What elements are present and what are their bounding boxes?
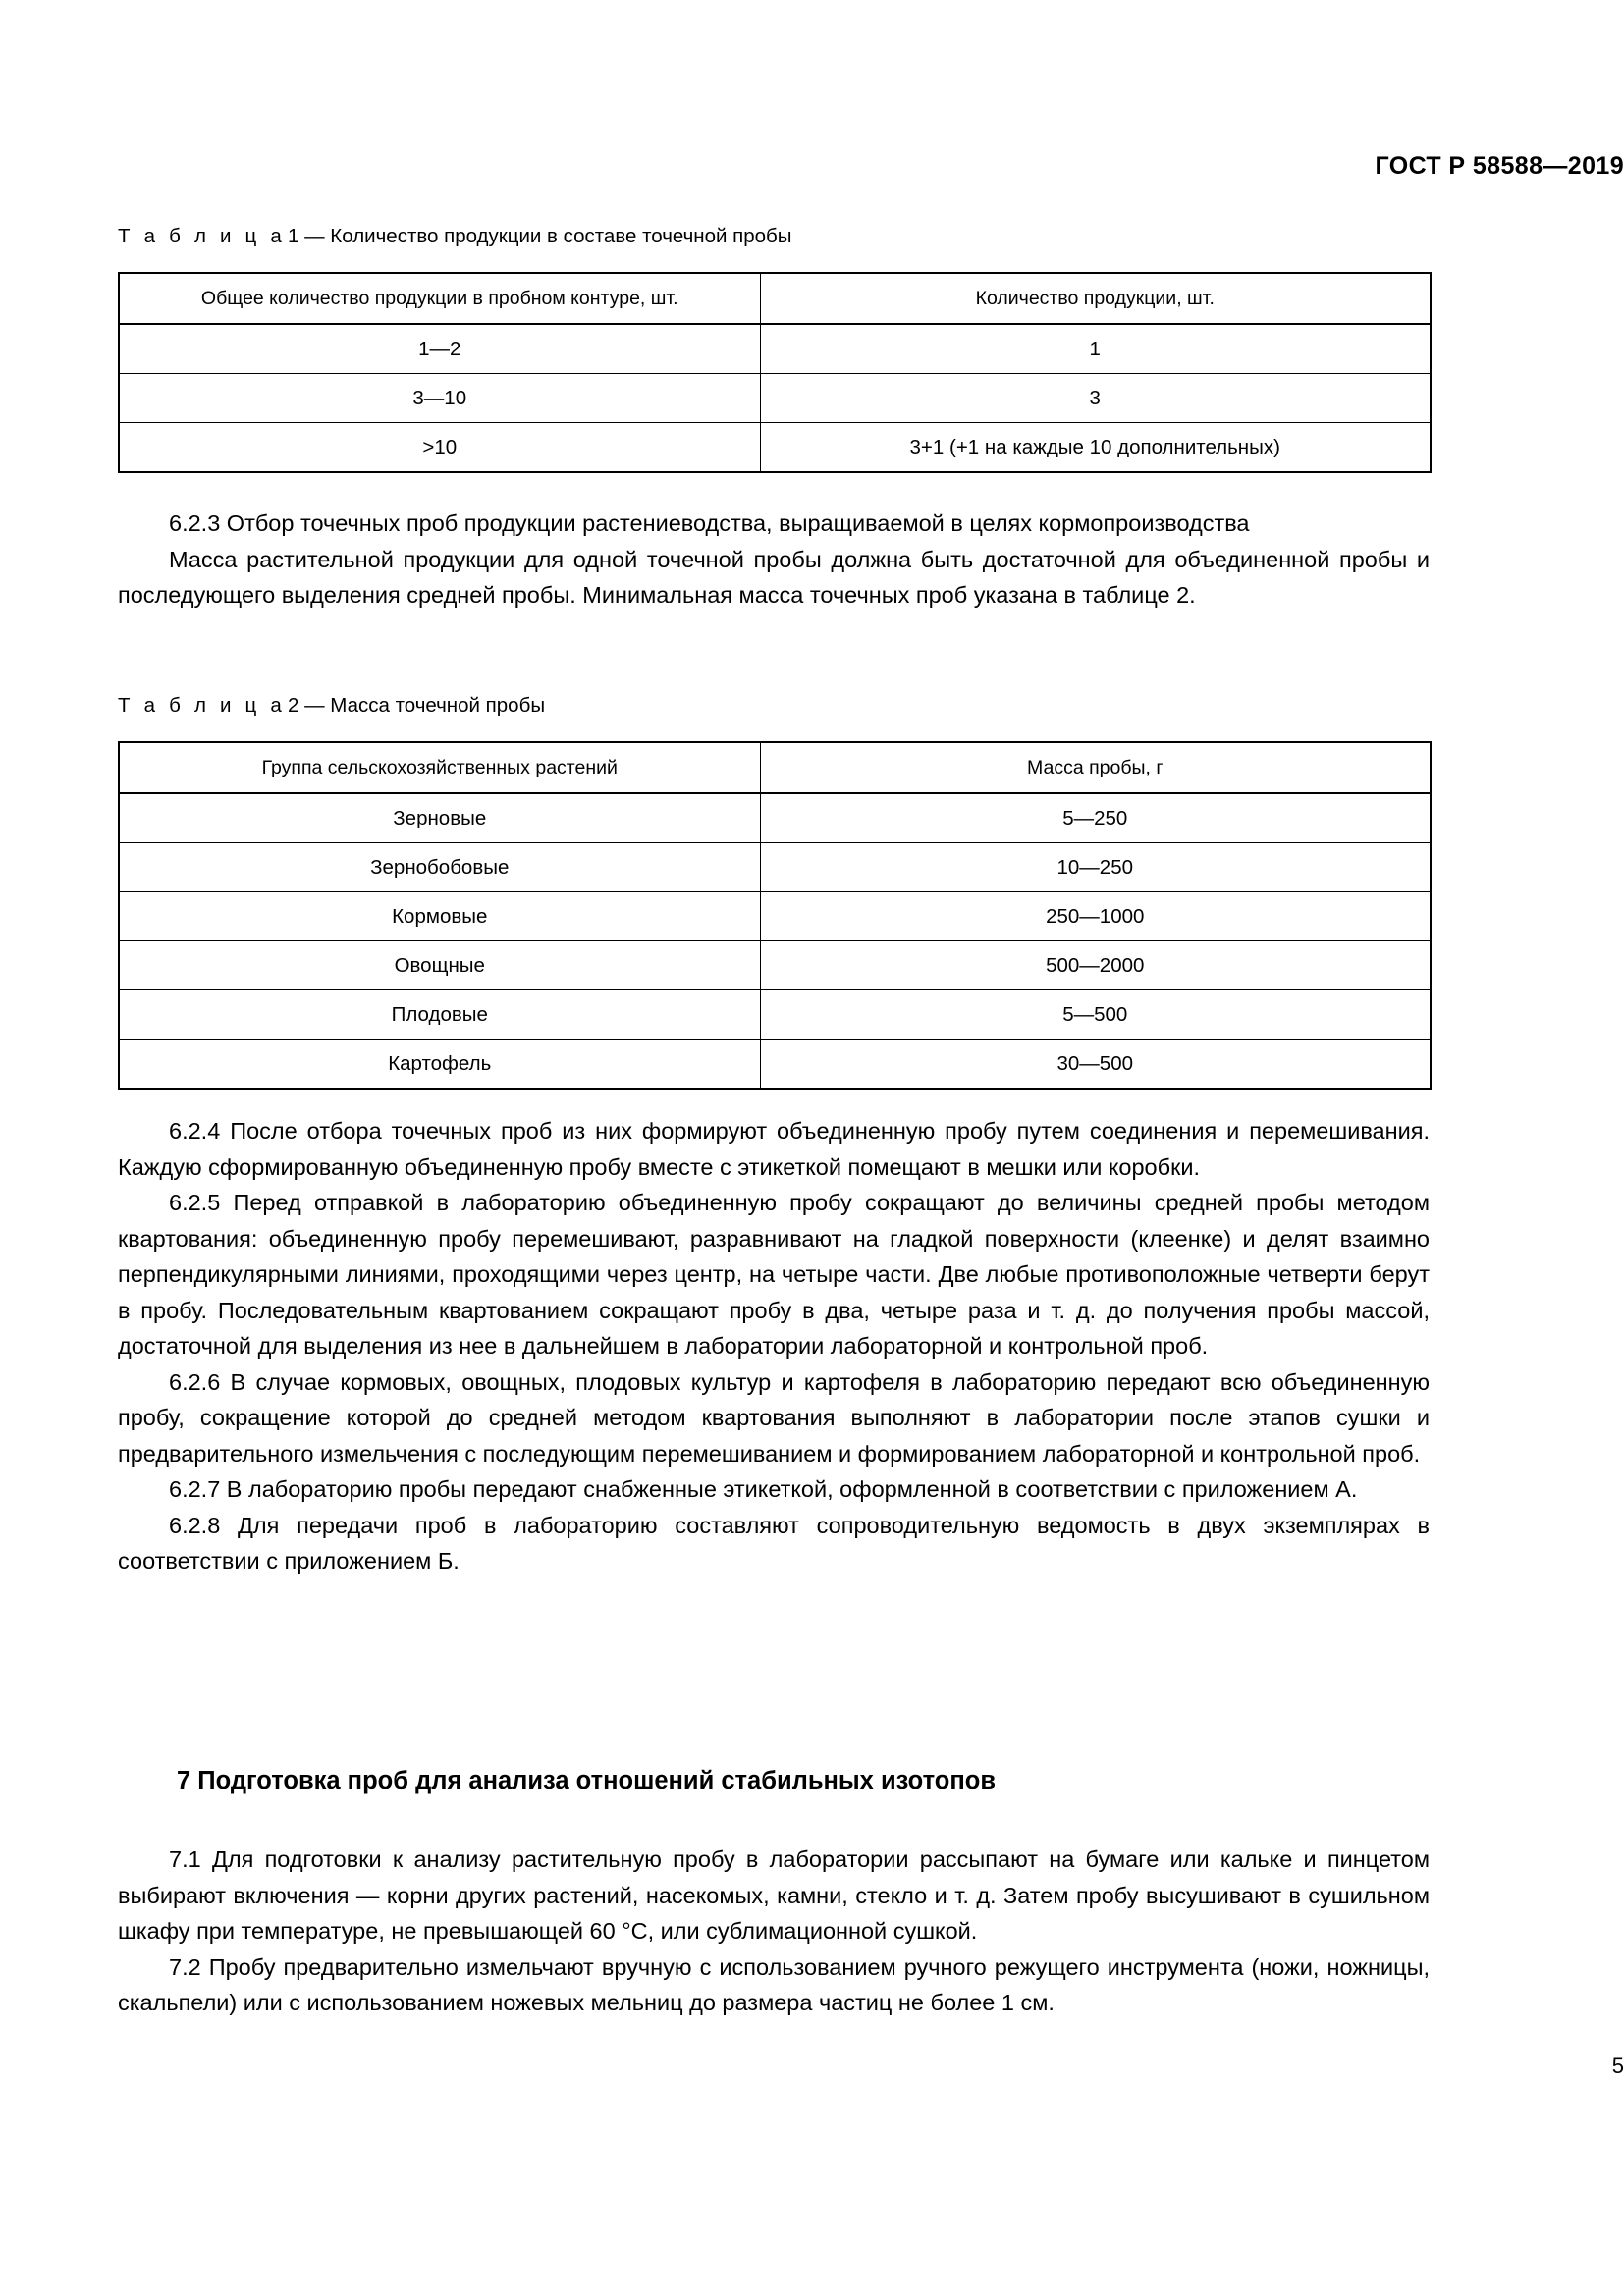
table-row [119, 324, 1431, 374]
table2-caption [118, 693, 1430, 719]
table-row [119, 374, 1431, 423]
paragraph-6-2-4: 6.2.4 После отбора точечных проб из них формируют объединенную пробу путем соединения и перемешивания. Каждую сформированную объединенную пробу вместе с этикеткой помещают в мешки или коробки. [118, 1118, 1430, 1180]
table2 [118, 741, 1432, 1090]
table2-cell-1-0: Зернобобовые [119, 843, 760, 892]
table1-col-header-1: Количество продукции, шт. [760, 273, 1431, 324]
section-7-heading: 7 Подготовка проб для анализа отношений стабильных изотопов [177, 1767, 996, 1794]
table1-cell-2-1: 3+1 (+1 на каждые 10 дополнительных) [760, 423, 1431, 473]
table2-col-header-1: Масса пробы, г [760, 742, 1431, 793]
paragraph-6-2-3: 6.2.3 Отбор точечных проб продукции растениеводства, выращиваемой в целях кормопроизводства [169, 510, 1250, 536]
table-row [119, 1040, 1431, 1090]
table2-caption-label: Т а б л и ц а [118, 694, 286, 717]
paragraph-7-2: 7.2 Пробу предварительно измельчают вручную с использованием ручного режущего инструмента (ножи, ножницы, скальпели) или с использованием ножевых мельниц до размера частиц не более 1 см. [118, 1953, 1430, 2015]
table1-caption-text: — Количество продукции в составе точечной пробы [304, 225, 792, 247]
page-number: 5 [1611, 2054, 1624, 2078]
table2-cell-5-0: Картофель [119, 1040, 760, 1090]
document-header-standard-id: ГОСТ Р 58588—2019 [1375, 152, 1624, 180]
table2-cell-0-0: Зерновые [119, 793, 760, 843]
table1-cell-2-0: >10 [119, 423, 760, 473]
paragraph-6-2-5: 6.2.5 Перед отправкой в лабораторию объединенную пробу сокращают до величины средней пробы методом квартования: объединенную пробу перемешивают, разравнивают на гладкой поверхности (клеенке) и делят взаимно перпендикулярными линиями, проходящими через центр, на четыре части. Две любые противоположные четверти берут в пробу. Последовательным квартованием сокращают пробу в два, четыре раза и т. д. до получения пробы массой, достаточной для выделения из нее в дальнейшем в лаборатории лабораторной и контрольной проб. [118, 1190, 1430, 1359]
table1-header-row [119, 273, 1431, 324]
paragraph-7-1: 7.1 Для подготовки к анализу растительную пробу в лаборатории рассыпают на бумаге или кальке и пинцетом выбирают включения — корни других растений, насекомых, камни, стекло и т. д. Затем пробу высушивают в сушильном шкафу при температуре, не превышающей 60 °C, или сублимационной сушкой. [118, 1846, 1430, 1944]
paragraph-6-2-3-mass: Масса растительной продукции для одной точечной пробы должна быть достаточной для объединенной пробы и последующего выделения средней пробы. Минимальная масса точечных проб указана в таблице 2. [118, 546, 1430, 608]
table-row [119, 793, 1431, 843]
table2-cell-2-1: 250—1000 [760, 892, 1431, 941]
table2-caption-text: — Масса точечной пробы [304, 694, 546, 717]
table2-header-row [119, 742, 1431, 793]
table1-cell-1-0: 3—10 [119, 374, 760, 423]
table-row [119, 423, 1431, 473]
table1 [118, 272, 1432, 473]
table1-caption-number: 1 [288, 225, 299, 247]
table-row [119, 941, 1431, 990]
paragraph-6-2-6: 6.2.6 В случае кормовых, овощных, плодовых культур и картофеля в лабораторию передают всю объединенную пробу, сокращение которой до средней методом квартования выполняют в лаборатории после этапов сушки и предварительного измельчения с последующим перемешиванием и формированием лабораторной и контрольной проб. [118, 1368, 1430, 1467]
table2-cell-0-1: 5—250 [760, 793, 1431, 843]
table2-cell-2-0: Кормовые [119, 892, 760, 941]
table2-cell-3-0: Овощные [119, 941, 760, 990]
table-row [119, 843, 1431, 892]
table1-caption [118, 224, 1430, 249]
table1-caption-label: Т а б л и ц а [118, 225, 286, 247]
table1-col-header-0: Общее количество продукции в пробном контуре, шт. [119, 273, 760, 324]
paragraph-6-2-7: 6.2.7 В лабораторию пробы передают снабженные этикеткой, оформленной в соответствии с приложением А. [169, 1476, 1358, 1502]
table2-cell-1-1: 10—250 [760, 843, 1431, 892]
table2-col-header-0: Группа сельскохозяйственных растений [119, 742, 760, 793]
table2-caption-number: 2 [288, 694, 299, 717]
table2-cell-4-0: Плодовые [119, 990, 760, 1040]
table-row [119, 892, 1431, 941]
table-row [119, 990, 1431, 1040]
table1-cell-1-1: 3 [760, 374, 1431, 423]
table2-cell-3-1: 500—2000 [760, 941, 1431, 990]
paragraph-6-2-8: 6.2.8 Для передачи проб в лабораторию составляют сопроводительную ведомость в двух экземплярах в соответствии с приложением Б. [118, 1512, 1430, 1574]
table2-cell-4-1: 5—500 [760, 990, 1431, 1040]
table1-cell-0-1: 1 [760, 324, 1431, 374]
table1-cell-0-0: 1—2 [119, 324, 760, 374]
table2-cell-5-1: 30—500 [760, 1040, 1431, 1090]
